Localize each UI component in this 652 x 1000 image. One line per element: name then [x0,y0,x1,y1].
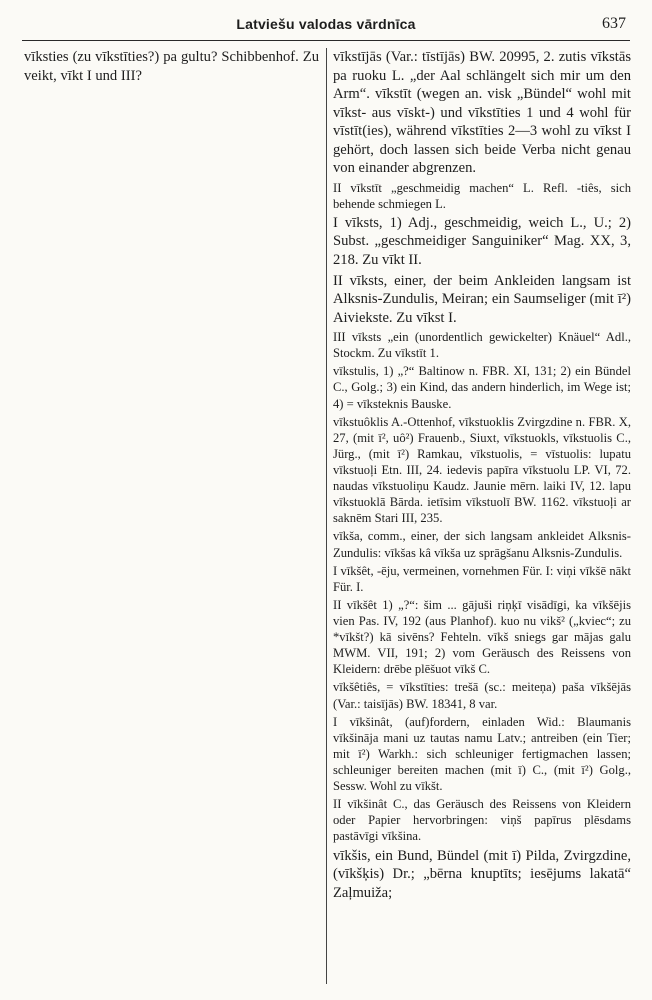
page-number: 637 [602,15,626,32]
dictionary-entry: I vīkšinât, (auf)fordern, einladen Wid.: Blaumanis vīkšināja mani uz tautas namu Latv.; antreiben (ein Tier; mit ī²) Warkh.: sich schleuniger fertigmachen lassen; schleuniger bereiten machen (mit ī) C., (mit ī²) Golg., Sessw. Wohl zu vīkšt. [333,714,631,794]
dictionary-entry: II vīkšinât C., das Geräusch des Reissens von Kleidern oder Papier hervorbringen: viņš papīrus plēsdams pastāvīgi vīkšina. [333,797,631,844]
dictionary-entry: vīkstuôklis A.-Ottenhof, vīkstuoklis Zvirgzdine n. FBR. X, 27, (mit ī², uô²) Frauenb., Siuxt, vīkstuokls, vīkstuolis C., Jürg., (mit ī²) Ramkau, vīkstuolis, = vīstuolis: lupatu vīkstuoļi Etn. III, 24. iedevis papīra vīkstuolu LP. VI, 72. naudas vīkstuoliņu Kaudz. Jaunie mērn. laiki IV, 12. lapu vīkstuoklā Bārda. ietīsim vīkstuolī BW. 1162. vīkstuoļi ar saknēm Stari III, 235. [333,414,631,526]
page-title: Latviešu valodas vārdnīca [236,16,416,32]
dictionary-entry: II vīkšêt 1) „?“: šim ... gājuši riņķī visādīgi, ka vīkšējis vien Pas. IV, 192 (aus Planhof). kuo nu vikš² („kviec“; zu *vīkšt?) kā sivēns? Fehteln. vīkš sniegs gar mājas galu MWM. VII, 191; 2) vom Geräusch des Reissens von Kleidern: drēbe plēšuot vīkš C. [333,597,631,677]
dictionary-entry: II vīkstīt „geschmeidig machen“ L. Refl. -tiês, sich behende schmiegen L. [333,180,631,211]
dictionary-entry: vīkšêtiês, = vīkstīties: trešā (sc.: meiteņa) paša vīkšējās (Var.: taisījās) BW. 18341, 8 var. [333,680,631,711]
dictionary-entry: vīkstulis, 1) „?“ Baltinow n. FBR. XI, 131; 2) ein Bündel C., Golg.; 3) ein Kind, das andern hinderlich, im Wege ist; 4) = vīksteknis Bauske. [333,364,631,411]
dictionary-entry: I vīksts, 1) Adj., geschmeidig, weich L., U.; 2) Subst. „geschmeidiger Sanguiniker“ Mag. XX, 3, 218. Zu vīkt II. [333,214,631,268]
dictionary-entry: vīkšis, ein Bund, Bündel (mit ī) Pilda, Zvirgzdine, (vīkšķis) Dr.; „bērna knuptīts; iesējums lakatā“ Zaļmuiža; [333,847,631,901]
left-column [24,48,319,984]
dictionary-entry: I vīkšêt, -ēju, vermeinen, vornehmen Für. I: viņi vīkšē nākt Für. I. [333,563,631,594]
dictionary-entry: III vīksts „ein (unordentlich gewickelter) Knäuel“ Adl., Stockm. Zu vīkstīt 1. [333,330,631,361]
dictionary-entry: vīkša, comm., einer, der sich langsam ankleidet Alksnis-Zundulis: vīkšas kâ vīkša uz sprāgšanu Alksnis-Zundulis. [333,529,631,560]
dictionary-entry: vīksties (zu vīkstīties?) pa gultu? Schibbenhof. Zu veikt, vīkt I und III? [24,49,319,84]
right-column [333,48,631,984]
column-divider [326,48,327,984]
dictionary-entry: vīkstījās (Var.: tīstījās) BW. 20995, 2. zutis vīkstās pa ruoku L. „der Aal schlängelt sich mir um den Arm“. vīkstīt (wegen an. visk „Bündel“ wohl mit vīkst- aus vīskt-) und vīkstīties 1 und 4 wohl für vīstīt(ies), während vīkstīties 2—3 wohl zu vīkst I gehört, doch lassen sich beide Verba nicht genau von einander abgrenzen. [333,49,631,177]
page-header [22,10,630,41]
dictionary-entry: II vīksts, einer, der beim Ankleiden langsam ist Alksnis-Zundulis, Meiran; ein Saumseliger (mit ī²) Aiviekste. Zu vīkst I. [333,272,631,326]
